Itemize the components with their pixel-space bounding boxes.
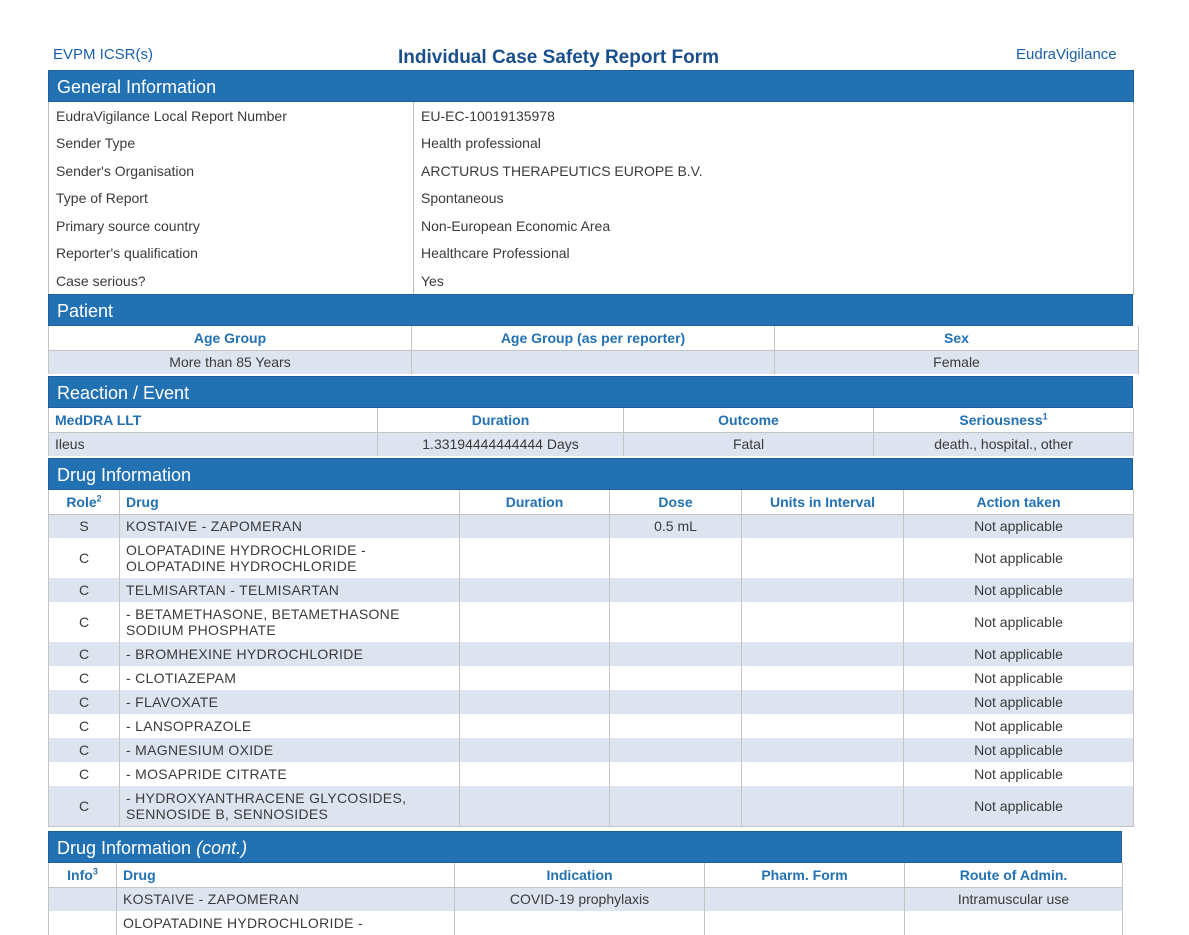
drug-role: C: [49, 538, 120, 578]
drug-action: Not applicable: [904, 738, 1134, 762]
drug-duration: [460, 666, 610, 690]
drug-information-title: Drug Information: [48, 458, 1133, 490]
drug-dose: [610, 642, 742, 666]
drug-row: [49, 738, 1134, 762]
drug-cont-header-info: Info$^3$: [49, 863, 117, 887]
drug-duration: [460, 738, 610, 762]
page-title: Individual Case Safety Report Form: [398, 47, 719, 68]
reaction-table: [48, 408, 1134, 456]
drug-cont-indication: [455, 911, 705, 935]
general-information-title: General Information: [48, 70, 1134, 102]
drug-row: [49, 578, 1134, 602]
patient-sex: Female: [775, 350, 1139, 374]
drug-header-action: Action taken: [904, 490, 1134, 514]
drug-name: - LANSOPRAZOLE: [120, 714, 460, 738]
general-info-value: Health professional: [414, 130, 1134, 158]
general-info-row: [49, 212, 1134, 240]
drug-name: - MAGNESIUM OXIDE: [120, 738, 460, 762]
drug-information-table: [48, 490, 1134, 827]
drug-role: C: [49, 714, 120, 738]
patient-header-sex: Sex: [775, 326, 1139, 350]
drug-header-dose: Dose: [610, 490, 742, 514]
drug-duration: [460, 578, 610, 602]
reaction-header-seriousness: Seriousness$^1$: [874, 408, 1134, 432]
drug-name: TELMISARTAN - TELMISARTAN: [120, 578, 460, 602]
drug-dose: [610, 738, 742, 762]
drug-name: KOSTAIVE - ZAPOMERAN: [120, 514, 460, 538]
drug-dose: [610, 538, 742, 578]
drug-information-cont-section: [48, 831, 1122, 935]
reaction-header-meddra: MedDRA LLT: [49, 408, 378, 432]
drug-cont-header-drug: Drug: [117, 863, 455, 887]
drug-cont-header-indication: Indication: [455, 863, 705, 887]
drug-row: [49, 786, 1134, 826]
drug-row: [49, 762, 1134, 786]
drug-dose: [610, 786, 742, 826]
drug-cont-info: [49, 911, 117, 935]
reaction-duration: 1.33194444444444 Days: [378, 432, 624, 456]
drug-information-cont-title: Drug Information (cont.): [48, 831, 1122, 863]
drug-duration: [460, 514, 610, 538]
drug-cont-row: [49, 887, 1123, 911]
drug-cont-form: [705, 911, 905, 935]
drug-duration: [460, 786, 610, 826]
drug-dose: [610, 578, 742, 602]
reaction-header-outcome: Outcome: [624, 408, 874, 432]
general-info-value: Spontaneous: [414, 185, 1134, 213]
drug-role: S: [49, 514, 120, 538]
drug-name: - BROMHEXINE HYDROCHLORIDE: [120, 642, 460, 666]
drug-cont-name: KOSTAIVE - ZAPOMERAN: [117, 887, 455, 911]
drug-information-cont-table: [48, 863, 1123, 935]
general-info-value: Healthcare Professional: [414, 240, 1134, 268]
header-right-label: EudraVigilance: [1016, 46, 1117, 63]
drug-action: Not applicable: [904, 578, 1134, 602]
drug-role: C: [49, 738, 120, 762]
drug-cont-name: OLOPATADINE HYDROCHLORIDE -: [117, 911, 455, 935]
drug-cont-row: [49, 911, 1123, 935]
drug-cont-indication: COVID-19 prophylaxis: [455, 887, 705, 911]
drug-role: C: [49, 786, 120, 826]
drug-name: - BETAMETHASONE, BETAMETHASONE SODIUM PHOSPHATE: [120, 602, 460, 642]
reaction-section: [48, 376, 1133, 456]
drug-units: [742, 538, 904, 578]
drug-units: [742, 514, 904, 538]
drug-role: C: [49, 762, 120, 786]
drug-row: [49, 602, 1134, 642]
drug-row: [49, 538, 1134, 578]
drug-header-role: Role$^2$: [49, 490, 120, 514]
general-info-row: [49, 157, 1134, 185]
general-info-value: Non-European Economic Area: [414, 212, 1134, 240]
drug-dose: 0.5 mL: [610, 514, 742, 538]
drug-cont-route: Intramuscular use: [905, 887, 1123, 911]
drug-units: [742, 666, 904, 690]
general-info-label: Type of Report: [49, 185, 414, 213]
drug-row: [49, 642, 1134, 666]
drug-action: Not applicable: [904, 714, 1134, 738]
general-info-row: [49, 130, 1134, 158]
drug-cont-route: [905, 911, 1123, 935]
drug-duration: [460, 538, 610, 578]
drug-role: C: [49, 602, 120, 642]
patient-section: [48, 294, 1138, 374]
drug-name: OLOPATADINE HYDROCHLORIDE - OLOPATADINE HYDROCHLORIDE: [120, 538, 460, 578]
drug-action: Not applicable: [904, 538, 1134, 578]
general-info-row: [49, 240, 1134, 268]
drug-units: [742, 738, 904, 762]
drug-dose: [610, 762, 742, 786]
drug-units: [742, 602, 904, 642]
drug-dose: [610, 666, 742, 690]
drug-header-units: Units in Interval: [742, 490, 904, 514]
drug-name: - FLAVOXATE: [120, 690, 460, 714]
drug-role: C: [49, 642, 120, 666]
drug-action: Not applicable: [904, 762, 1134, 786]
header-left-label: EVPM ICSR(s): [53, 46, 154, 63]
drug-header-drug: Drug: [120, 490, 460, 514]
drug-cont-info: [49, 887, 117, 911]
reaction-title: Reaction / Event: [48, 376, 1133, 408]
drug-units: [742, 762, 904, 786]
patient-table: [48, 326, 1139, 374]
drug-role: C: [49, 690, 120, 714]
drug-duration: [460, 714, 610, 738]
reaction-meddra: Ileus: [49, 432, 378, 456]
drug-units: [742, 578, 904, 602]
drug-information-section: [48, 458, 1133, 827]
patient-header-age-group-reporter: Age Group (as per reporter): [412, 326, 775, 350]
general-info-label: Sender's Organisation: [49, 157, 414, 185]
drug-duration: [460, 642, 610, 666]
drug-duration: [460, 762, 610, 786]
drug-cont-header-form: Pharm. Form: [705, 863, 905, 887]
drug-row: [49, 714, 1134, 738]
drug-action: Not applicable: [904, 786, 1134, 826]
drug-units: [742, 690, 904, 714]
drug-name: - HYDROXYANTHRACENE GLYCOSIDES, SENNOSIDE B, SENNOSIDES: [120, 786, 460, 826]
drug-dose: [610, 690, 742, 714]
drug-row: [49, 666, 1134, 690]
general-info-value: EU-EC-10019135978: [414, 102, 1134, 130]
drug-action: Not applicable: [904, 514, 1134, 538]
general-info-label: Reporter's qualification: [49, 240, 414, 268]
general-info-label: Case serious?: [49, 267, 414, 295]
drug-name: - MOSAPRIDE CITRATE: [120, 762, 460, 786]
reaction-outcome: Fatal: [624, 432, 874, 456]
drug-header-duration: Duration: [460, 490, 610, 514]
patient-title: Patient: [48, 294, 1133, 326]
general-info-label: Primary source country: [49, 212, 414, 240]
drug-row: [49, 690, 1134, 714]
reaction-header-duration: Duration: [378, 408, 624, 432]
general-info-row: [49, 267, 1134, 295]
drug-cont-header-route: Route of Admin.: [905, 863, 1123, 887]
drug-row: [49, 514, 1134, 538]
general-info-row: [49, 185, 1134, 213]
drug-action: Not applicable: [904, 642, 1134, 666]
drug-role: C: [49, 666, 120, 690]
general-info-label: Sender Type: [49, 130, 414, 158]
drug-units: [742, 714, 904, 738]
drug-cont-form: [705, 887, 905, 911]
patient-header-age-group: Age Group: [49, 326, 412, 350]
drug-duration: [460, 690, 610, 714]
drug-action: Not applicable: [904, 666, 1134, 690]
drug-dose: [610, 602, 742, 642]
general-info-label: EudraVigilance Local Report Number: [49, 102, 414, 130]
patient-age-group-reporter: [412, 350, 775, 374]
general-info-value: ARCTURUS THERAPEUTICS EUROPE B.V.: [414, 157, 1134, 185]
drug-duration: [460, 602, 610, 642]
drug-role: C: [49, 578, 120, 602]
general-information-section: [48, 70, 1134, 295]
drug-action: Not applicable: [904, 602, 1134, 642]
drug-name: - CLOTIAZEPAM: [120, 666, 460, 690]
general-info-row: [49, 102, 1134, 130]
drug-dose: [610, 714, 742, 738]
drug-action: Not applicable: [904, 690, 1134, 714]
patient-age-group: More than 85 Years: [49, 350, 412, 374]
drug-units: [742, 786, 904, 826]
general-information-table: [48, 102, 1134, 295]
reaction-seriousness: death., hospital., other: [874, 432, 1134, 456]
general-info-value: Yes: [414, 267, 1134, 295]
drug-units: [742, 642, 904, 666]
